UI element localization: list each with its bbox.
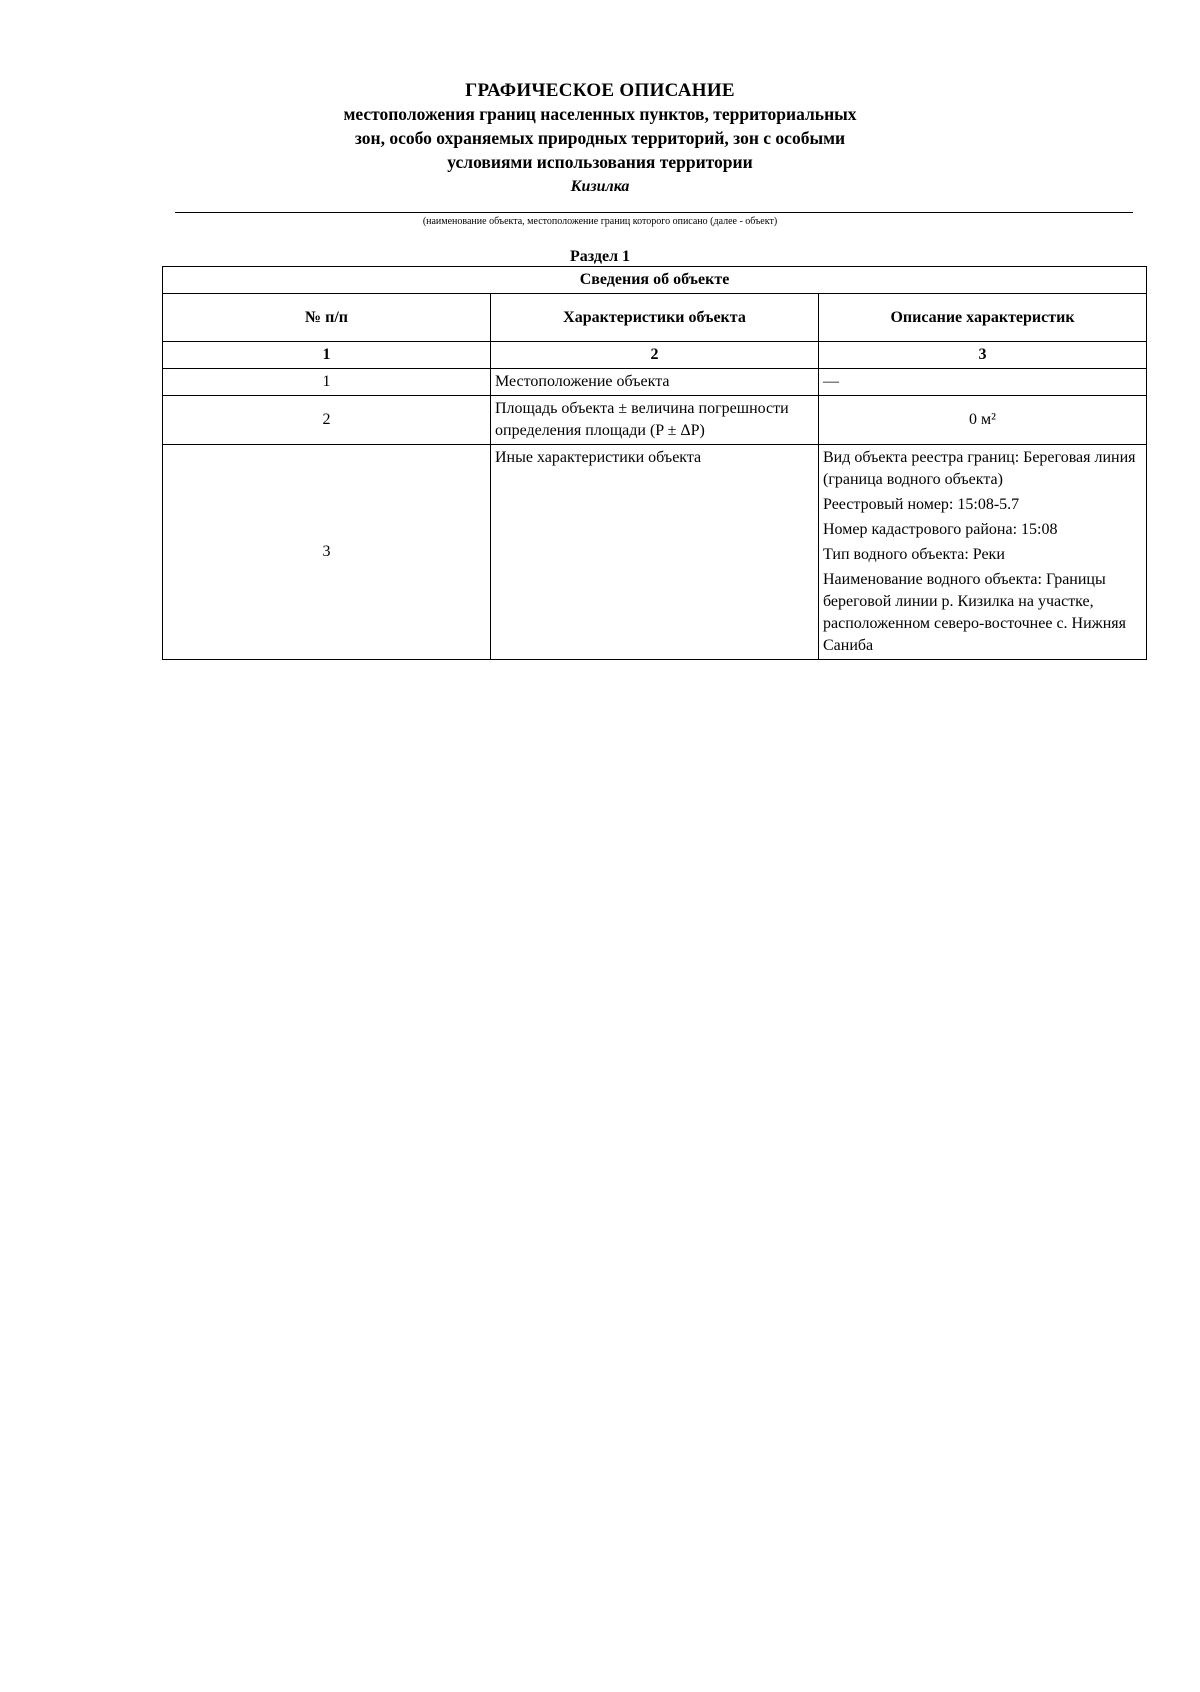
object-name: Кизилка (570, 178, 630, 195)
column-number-row (163, 342, 1147, 369)
row-characteristic: Иные характеристики объекта (491, 445, 819, 660)
object-info-table (162, 266, 1147, 660)
row-description: — (819, 369, 1147, 396)
document-header (0, 80, 1200, 196)
description-line: Наименование водного объекта: Границы береговой линии р. Кизилка на участке, расположенном северо-восточнее с. Нижняя Саниба (823, 571, 1126, 654)
header-characteristic: Характеристики объекта (491, 294, 819, 342)
column-number-2: 2 (491, 342, 819, 369)
row-description (819, 445, 1147, 660)
description-line: Вид объекта реестра границ: Береговая линия (граница водного объекта) (823, 449, 1136, 488)
object-name-caption: (наименование объекта, местоположение границ которого описано (далее - объект) (422, 216, 778, 227)
table-row (163, 445, 1147, 660)
document-subtitle-line-1: местоположения границ населенных пунктов, территориальных (343, 104, 857, 124)
description-line: Номер кадастрового района: 15:08 (823, 521, 1058, 538)
document-title: ГРАФИЧЕСКОЕ ОПИСАНИЕ (465, 80, 735, 101)
header-number (163, 294, 491, 342)
header-description: Описание характеристик (819, 294, 1147, 342)
table-caption-row (163, 267, 1147, 294)
underline-divider (175, 212, 1133, 213)
row-characteristic: Площадь объекта ± величина погрешности определения площади (P ± ΔP) (491, 396, 819, 445)
section-title: Раздел 1 (569, 248, 631, 265)
header-number-label: № п/п (305, 308, 348, 326)
table-header-row (163, 294, 1147, 342)
column-number-3: 3 (819, 342, 1147, 369)
row-description: 0 м² (819, 396, 1147, 445)
column-number-1: 1 (163, 342, 491, 369)
table-caption: Сведения об объекте (163, 267, 1147, 294)
row-number: 2 (163, 396, 491, 445)
description-line: Реестровый номер: 15:08-5.7 (823, 496, 1020, 513)
document-subtitle-line-2: зон, особо охраняемых природных территорий, зон с особыми (354, 128, 846, 148)
table-row (163, 396, 1147, 445)
document-subtitle-line-3: условиями использования территории (447, 152, 753, 172)
row-number: 1 (163, 369, 491, 396)
row-number: 3 (163, 445, 491, 660)
row-characteristic: Местоположение объекта (491, 369, 819, 396)
table-row (163, 369, 1147, 396)
description-line: Тип водного объекта: Реки (823, 546, 1005, 563)
